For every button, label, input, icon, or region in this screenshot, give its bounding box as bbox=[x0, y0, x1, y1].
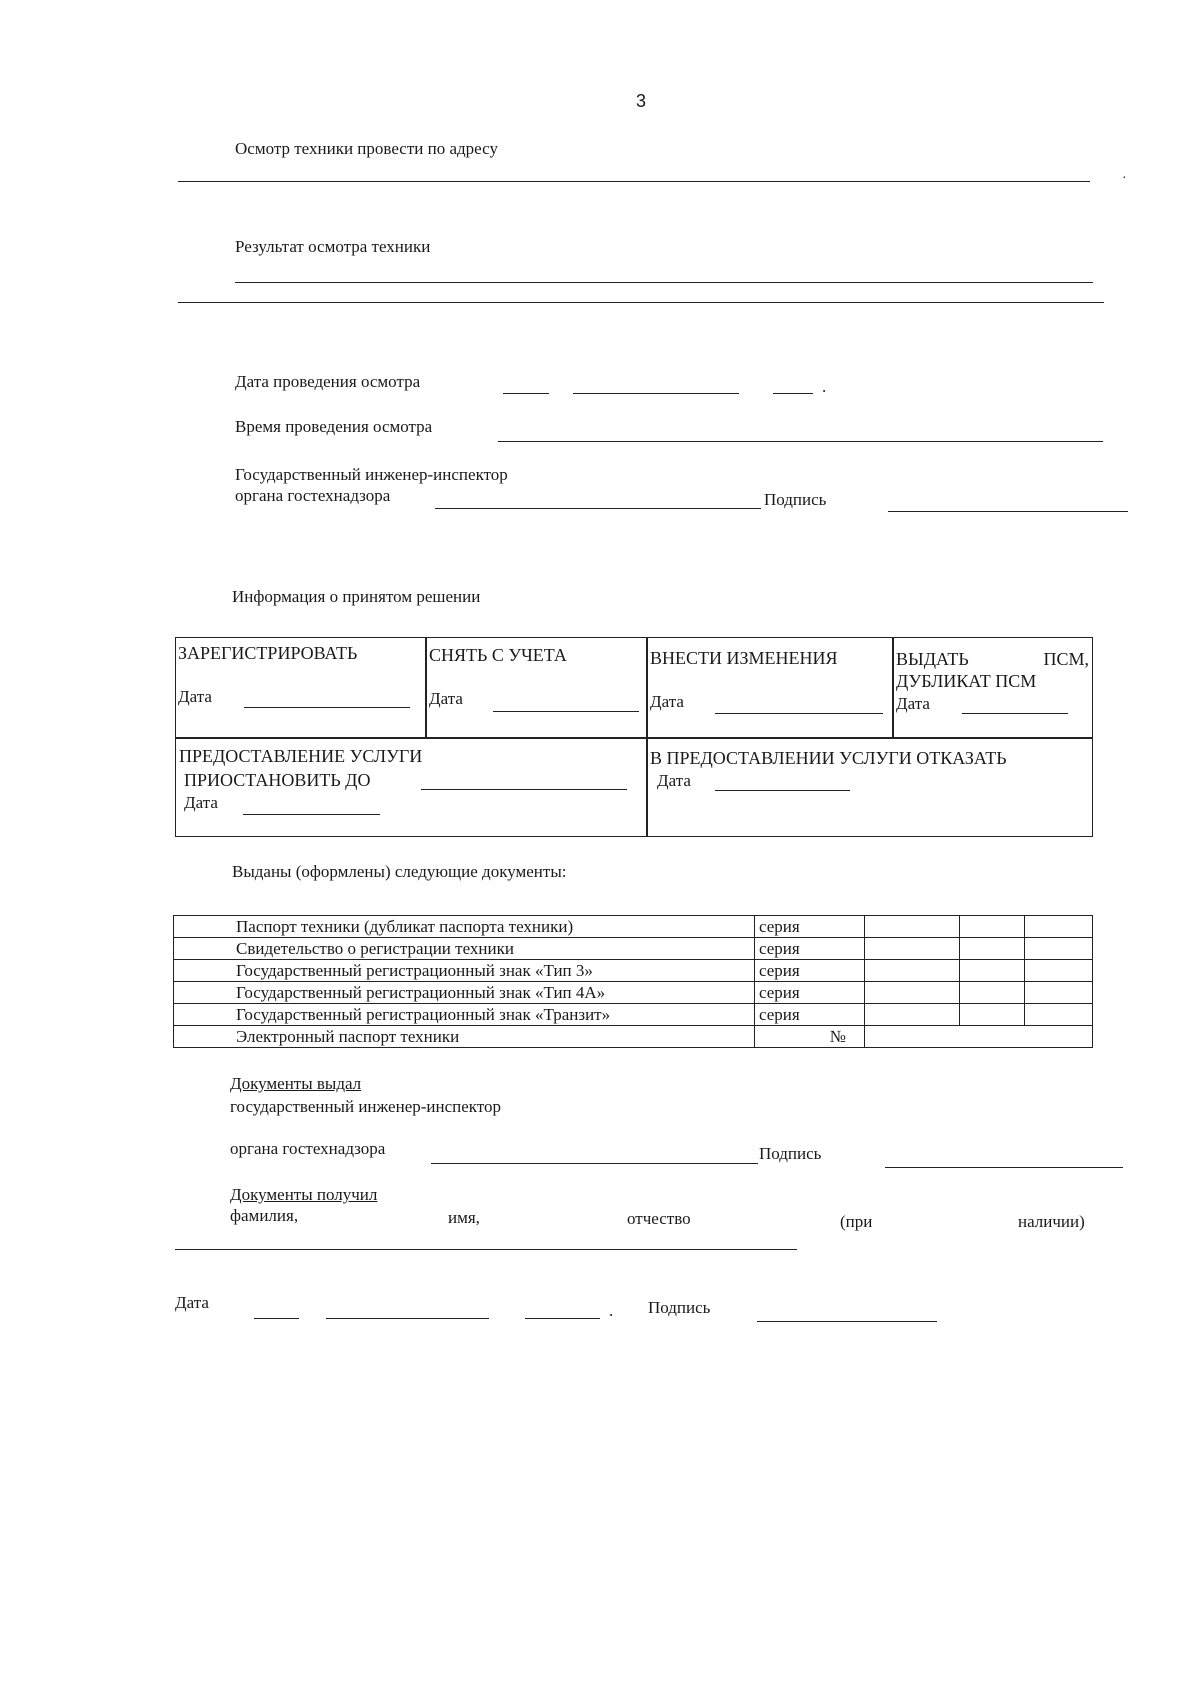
inspection-address-field[interactable] bbox=[178, 181, 1090, 182]
decision-refuse-date-field[interactable] bbox=[715, 790, 850, 791]
document-number-field-2[interactable] bbox=[1025, 960, 1093, 982]
document-series-field[interactable] bbox=[865, 982, 960, 1004]
document-number-label: № bbox=[755, 1026, 865, 1048]
document-row bbox=[174, 938, 1093, 960]
decision-deregister-date-label: Дата bbox=[429, 689, 463, 708]
document-series-label: серия bbox=[755, 982, 865, 1004]
received-by-fullname-field[interactable] bbox=[175, 1249, 797, 1250]
issued-by-name-field[interactable] bbox=[431, 1163, 758, 1164]
received-by-patronymic: отчество bbox=[627, 1209, 691, 1228]
document-series-field[interactable] bbox=[865, 1004, 960, 1026]
decision-suspend-date-label: Дата bbox=[184, 793, 218, 812]
decision-register-label: ЗАРЕГИСТРИРОВАТЬ bbox=[178, 643, 358, 663]
decision-refuse-date-label: Дата bbox=[657, 771, 691, 790]
document-row bbox=[174, 1026, 1093, 1048]
document-row bbox=[174, 916, 1093, 938]
received-by-if-any-2: наличии) bbox=[1018, 1212, 1085, 1231]
inspector-signature-label: Подпись bbox=[764, 490, 827, 509]
decision-suspend-cell[interactable] bbox=[175, 737, 648, 837]
inspection-date-label: Дата проведения осмотра bbox=[235, 372, 421, 391]
issued-by-signature-label: Подпись bbox=[759, 1144, 822, 1163]
decision-suspend-until-field[interactable] bbox=[421, 789, 627, 790]
decision-issue-date-field[interactable] bbox=[962, 713, 1068, 714]
document-name: Государственный регистрационный знак «Тип 4А» bbox=[174, 982, 755, 1004]
decision-issue-word1: ВЫДАТЬ bbox=[896, 649, 969, 669]
decision-suspend-line1: ПРЕДОСТАВЛЕНИЕ УСЛУГИ bbox=[179, 746, 423, 766]
footer-date-label: Дата bbox=[175, 1293, 209, 1312]
issued-by-title: Документы выдал bbox=[230, 1074, 362, 1093]
received-by-surname: фамилия, bbox=[230, 1206, 299, 1225]
decision-refuse-cell[interactable] bbox=[646, 737, 1093, 837]
document-number-field-2[interactable] bbox=[1025, 1004, 1093, 1026]
inspection-address-label: Осмотр техники провести по адресу bbox=[235, 139, 498, 158]
decision-suspend-line2: ПРИОСТАНОВИТЬ ДО bbox=[184, 770, 371, 790]
inspection-result-field-2[interactable] bbox=[178, 302, 1104, 303]
page-number: 3 bbox=[636, 91, 647, 111]
document-name: Паспорт техники (дубликат паспорта техники) bbox=[174, 916, 755, 938]
decision-amend-label: ВНЕСТИ ИЗМЕНЕНИЯ bbox=[650, 648, 838, 668]
decision-amend-date-label: Дата bbox=[650, 692, 684, 711]
document-series-label: серия bbox=[755, 960, 865, 982]
document-number-field-1[interactable] bbox=[960, 938, 1025, 960]
document-series-label: серия bbox=[755, 916, 865, 938]
decision-deregister-cell[interactable] bbox=[425, 637, 648, 739]
issued-by-signature-field[interactable] bbox=[885, 1167, 1123, 1168]
decision-register-date-field[interactable] bbox=[244, 707, 410, 708]
document-number-field-1[interactable] bbox=[960, 960, 1025, 982]
footer-date-day-field[interactable] bbox=[254, 1318, 299, 1319]
footer-date-dot: . bbox=[609, 1301, 614, 1320]
inspection-date-day-field[interactable] bbox=[503, 393, 549, 394]
decision-register-date-label: Дата bbox=[178, 687, 212, 706]
decision-issue-word2: ПСМ, bbox=[1043, 649, 1089, 669]
footer-signature-field[interactable] bbox=[757, 1321, 937, 1322]
decision-issue-cell[interactable] bbox=[892, 637, 1093, 739]
decision-amend-cell[interactable] bbox=[646, 637, 894, 739]
document-name: Электронный паспорт техники bbox=[174, 1026, 755, 1048]
document-number-field-2[interactable] bbox=[1025, 982, 1093, 1004]
inspector-name-field[interactable] bbox=[435, 508, 761, 509]
documents-heading: Выданы (оформлены) следующие документы: bbox=[232, 862, 567, 881]
document-series-label: серия bbox=[755, 1004, 865, 1026]
document-row bbox=[174, 1004, 1093, 1026]
inspection-time-label: Время проведения осмотра bbox=[235, 417, 433, 436]
decision-amend-date-field[interactable] bbox=[715, 713, 883, 714]
document-series-field[interactable] bbox=[865, 938, 960, 960]
footer-signature-label: Подпись bbox=[648, 1298, 711, 1317]
decision-suspend-date-field[interactable] bbox=[243, 814, 380, 815]
footer-date-month-field[interactable] bbox=[326, 1318, 489, 1319]
decision-issue-date-label: Дата bbox=[896, 694, 930, 713]
inspection-date-dot: . bbox=[822, 377, 827, 396]
received-by-title: Документы получил bbox=[230, 1185, 378, 1204]
inspection-result-field-1[interactable] bbox=[235, 282, 1093, 283]
document-series-field[interactable] bbox=[865, 960, 960, 982]
document-number-field[interactable] bbox=[865, 1026, 1093, 1048]
document-row bbox=[174, 960, 1093, 982]
issued-by-line2: органа гостехнадзора bbox=[230, 1139, 386, 1158]
document-number-field-1[interactable] bbox=[960, 916, 1025, 938]
document-number-field-2[interactable] bbox=[1025, 916, 1093, 938]
inspection-date-year-field[interactable] bbox=[773, 393, 813, 394]
inspection-date-month-field[interactable] bbox=[573, 393, 739, 394]
decision-refuse-label: В ПРЕДОСТАВЛЕНИИ УСЛУГИ ОТКАЗАТЬ bbox=[650, 748, 1007, 768]
decision-issue-line2: ДУБЛИКАТ ПСМ bbox=[896, 671, 1037, 691]
documents-table bbox=[173, 915, 1093, 1048]
received-by-name: имя, bbox=[448, 1208, 480, 1227]
inspector-title-line1: Государственный инженер-инспектор bbox=[235, 465, 508, 484]
inspector-title-line2: органа гостехнадзора bbox=[235, 486, 391, 505]
document-name: Государственный регистрационный знак «Тип 3» bbox=[174, 960, 755, 982]
document-number-field-1[interactable] bbox=[960, 982, 1025, 1004]
decision-heading: Информация о принятом решении bbox=[232, 587, 481, 606]
decision-register-cell[interactable] bbox=[175, 637, 427, 739]
document-name: Государственный регистрационный знак «Транзит» bbox=[174, 1004, 755, 1026]
stray-dot: · bbox=[1122, 171, 1127, 186]
document-series-field[interactable] bbox=[865, 916, 960, 938]
decision-deregister-label: СНЯТЬ С УЧЕТА bbox=[429, 645, 567, 665]
decision-table bbox=[175, 637, 1093, 837]
inspector-signature-field[interactable] bbox=[888, 511, 1128, 512]
decision-deregister-date-field[interactable] bbox=[493, 711, 639, 712]
document-number-field-1[interactable] bbox=[960, 1004, 1025, 1026]
inspection-result-label: Результат осмотра техники bbox=[235, 237, 431, 256]
document-name: Свидетельство о регистрации техники bbox=[174, 938, 755, 960]
issued-by-line1: государственный инженер-инспектор bbox=[230, 1097, 502, 1116]
document-series-label: серия bbox=[755, 938, 865, 960]
footer-date-year-field[interactable] bbox=[525, 1318, 600, 1319]
inspection-time-field[interactable] bbox=[498, 441, 1103, 442]
document-row bbox=[174, 982, 1093, 1004]
document-number-field-2[interactable] bbox=[1025, 938, 1093, 960]
received-by-if-any-1: (при bbox=[840, 1212, 873, 1231]
